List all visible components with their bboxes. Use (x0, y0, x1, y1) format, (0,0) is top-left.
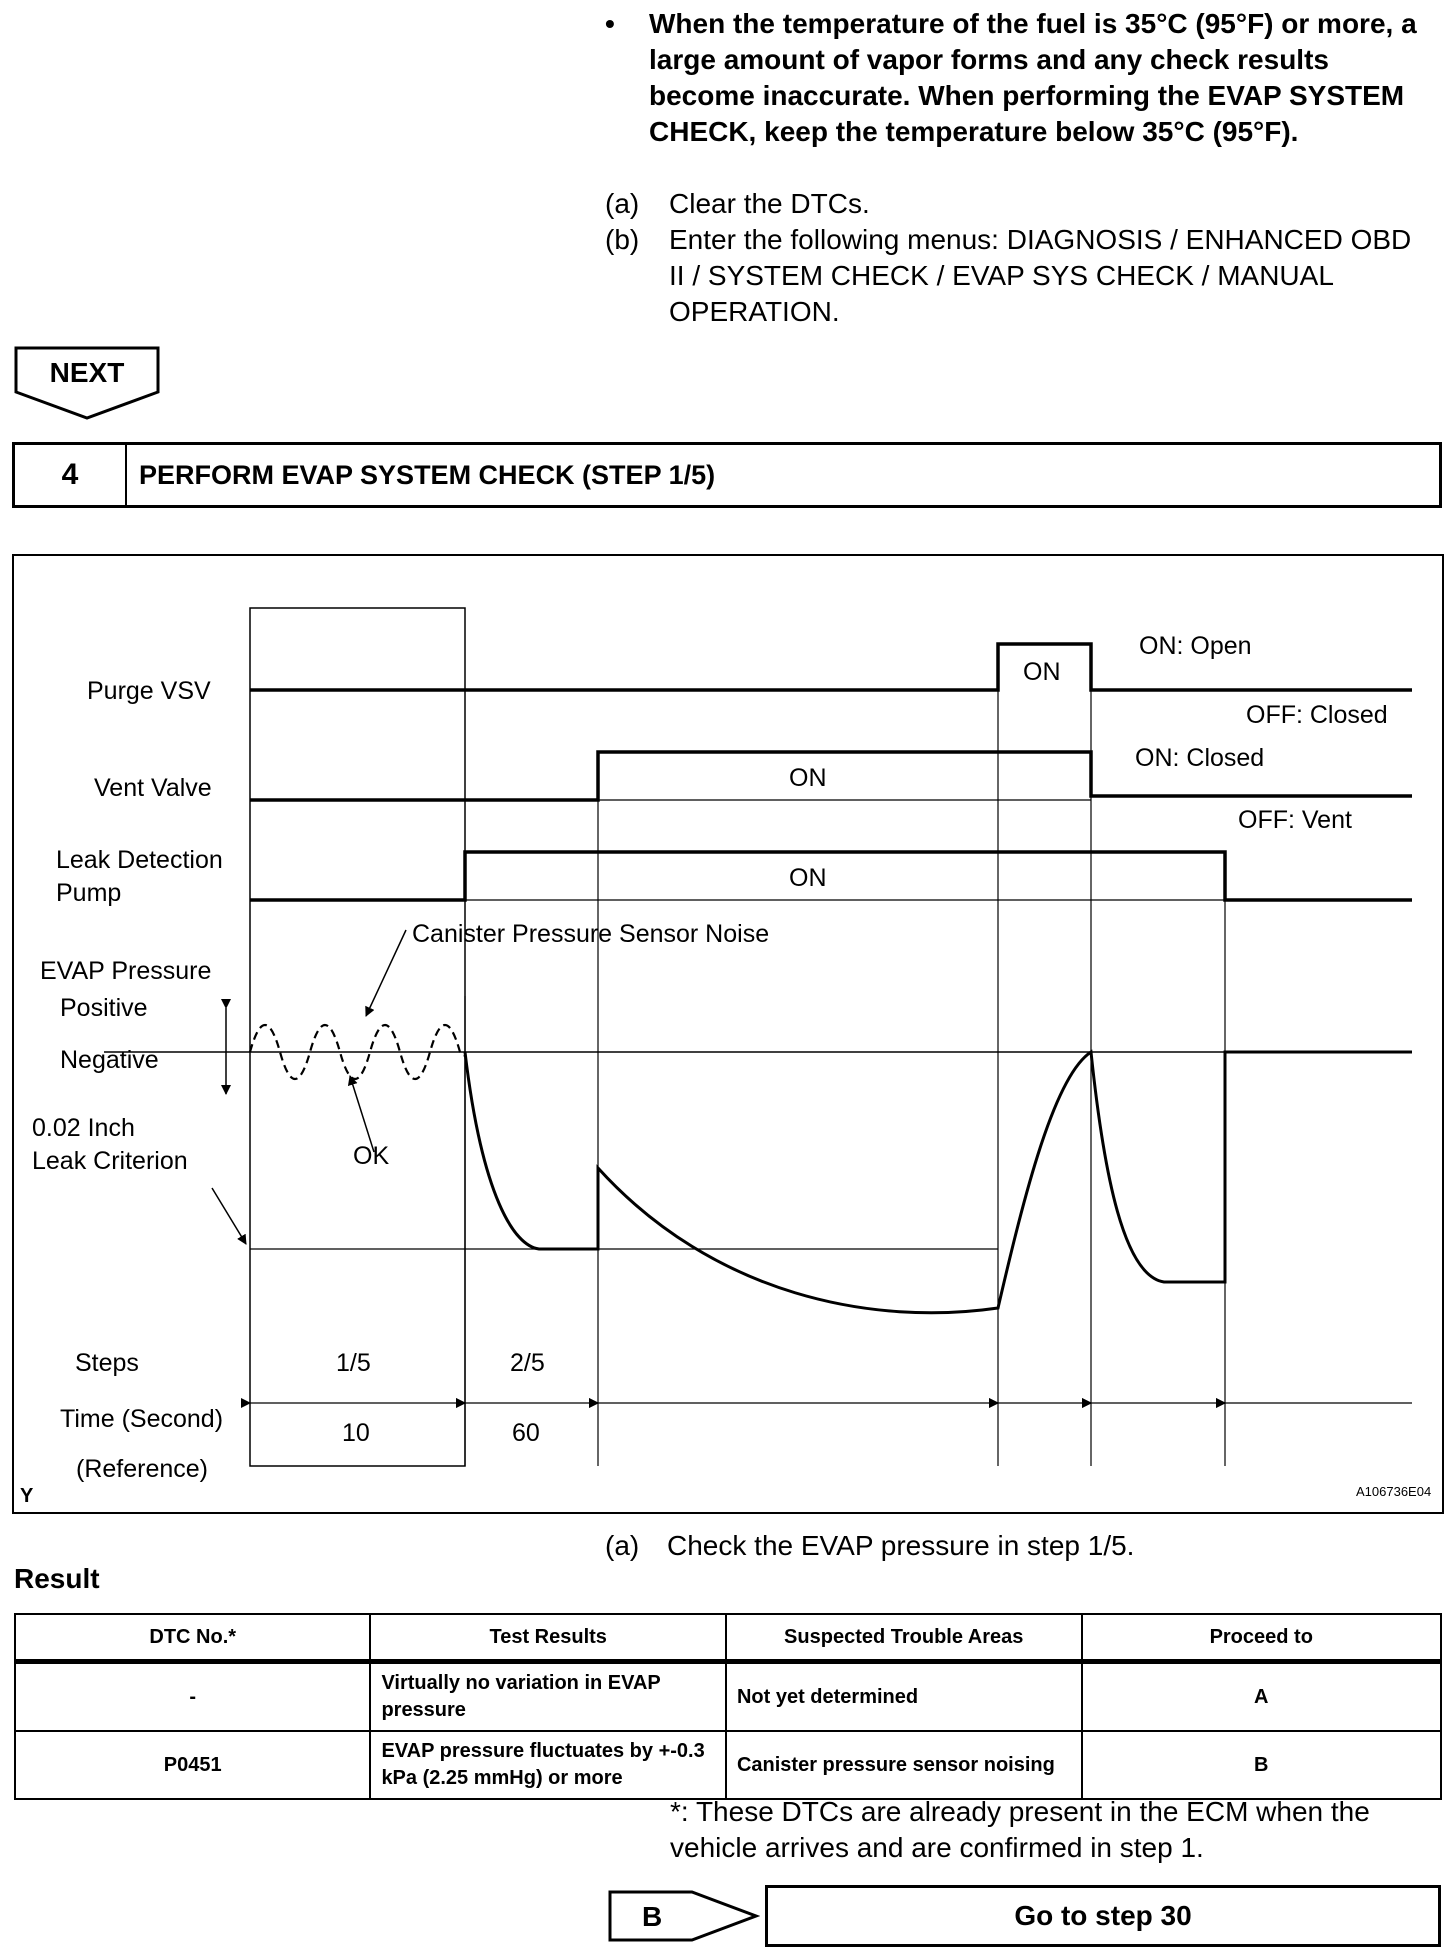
on-closed-label: ON: Closed (1135, 744, 1265, 772)
instruction-a (605, 186, 1435, 222)
off-closed-label: OFF: Closed (1246, 701, 1388, 729)
header-trouble-areas: Suspected Trouble Areas (726, 1614, 1082, 1662)
cell-proceed: B (1082, 1731, 1442, 1799)
cell-test-result: EVAP pressure fluctuates by +-0.3 kPa (2.25 mmHg) or more (370, 1731, 726, 1799)
step-1-5-label: 1/5 (336, 1349, 371, 1377)
table-header-row (15, 1614, 1441, 1662)
next-button[interactable] (14, 346, 162, 427)
header-test-results: Test Results (370, 1614, 726, 1662)
criterion-label-2: Leak Criterion (32, 1147, 188, 1175)
cell-trouble-area: Canister pressure sensor noising (726, 1731, 1082, 1799)
cell-trouble-area: Not yet determined (726, 1662, 1082, 1732)
instruction-b (605, 222, 1435, 332)
result-heading: Result (14, 1563, 100, 1594)
evap-pressure-label: EVAP Pressure (40, 957, 212, 985)
b-arrow-button[interactable] (608, 1890, 760, 1947)
reference-label: (Reference) (76, 1455, 208, 1483)
pump-label-2: Pump (56, 879, 122, 907)
vent-on-label: ON (789, 764, 827, 792)
check-text: Check the EVAP pressure in step 1/5. (667, 1530, 1135, 1561)
vent-valve-label: Vent Valve (94, 774, 212, 802)
next-label: NEXT (49, 357, 125, 388)
cell-test-result: Virtually no variation in EVAP pressure (370, 1662, 726, 1732)
instruction-a-text: Clear the DTCs. (669, 188, 870, 219)
go-to-step-button[interactable]: Go to step 30 (765, 1885, 1441, 1947)
timing-chart (14, 556, 1446, 1516)
step-header (12, 442, 1442, 508)
cell-proceed: A (1082, 1662, 1442, 1732)
instruction-b-label: (b) (605, 224, 640, 255)
pump-signal (250, 852, 1412, 900)
header-dtc: DTC No.* (15, 1614, 370, 1662)
off-vent-label: OFF: Vent (1238, 806, 1352, 834)
warning-text: When the temperature of the fuel is 35°C (95°F) or more, a large amount of vapor forms and any check results become inaccurate. When performing the EVAP SYSTEM CHECK, keep the temperature below 35°C (95°F). (649, 8, 1417, 147)
time-label: Time (Second) (60, 1405, 224, 1433)
positive-label: Positive (60, 994, 148, 1022)
time-10-label: 10 (342, 1419, 370, 1447)
instruction-a-label: (a) (605, 188, 640, 219)
step-title: PERFORM EVAP SYSTEM CHECK (STEP 1/5) (139, 460, 716, 490)
result-table (14, 1613, 1442, 1800)
ok-label: OK (353, 1142, 390, 1170)
evap-timing-diagram (12, 554, 1444, 1514)
fuel-temperature-warning (605, 6, 1425, 150)
bullet-icon: • (605, 8, 615, 39)
check-instruction (605, 1528, 1134, 1564)
corner-mark: Y (20, 1485, 34, 1507)
figure-id: A106736E04 (1356, 1484, 1432, 1499)
pump-on-label: ON (789, 864, 827, 892)
b-label: B (642, 1901, 663, 1932)
steps-label: Steps (75, 1349, 139, 1377)
cell-dtc: - (15, 1662, 370, 1732)
table-row (15, 1662, 1441, 1732)
criterion-label-1: 0.02 Inch (32, 1114, 135, 1142)
purge-on-label: ON (1023, 658, 1061, 686)
step-1-box (250, 608, 465, 1466)
step-2-5-label: 2/5 (510, 1349, 545, 1377)
check-label: (a) (605, 1530, 640, 1561)
negative-label: Negative (60, 1046, 159, 1074)
pump-label-1: Leak Detection (56, 846, 223, 874)
time-60-label: 60 (512, 1419, 540, 1447)
evap-pressure-curve (465, 1052, 1412, 1313)
header-proceed: Proceed to (1082, 1614, 1442, 1662)
table-row (15, 1731, 1441, 1799)
cell-dtc: P0451 (15, 1731, 370, 1799)
noise-label: Canister Pressure Sensor Noise (412, 920, 770, 948)
purge-vsv-label: Purge VSV (87, 677, 211, 705)
footnote: *: These DTCs are already present in the ECM when the vehicle arrives and are confirmed in step 1. (670, 1796, 1370, 1863)
instruction-b-text: Enter the following menus: DIAGNOSIS / ENHANCED OBD II / SYSTEM CHECK / EVAP SYS CHECK / MANUAL OPERATION. (669, 224, 1412, 327)
on-open-label: ON: Open (1139, 632, 1252, 660)
step-number: 4 (15, 445, 127, 505)
